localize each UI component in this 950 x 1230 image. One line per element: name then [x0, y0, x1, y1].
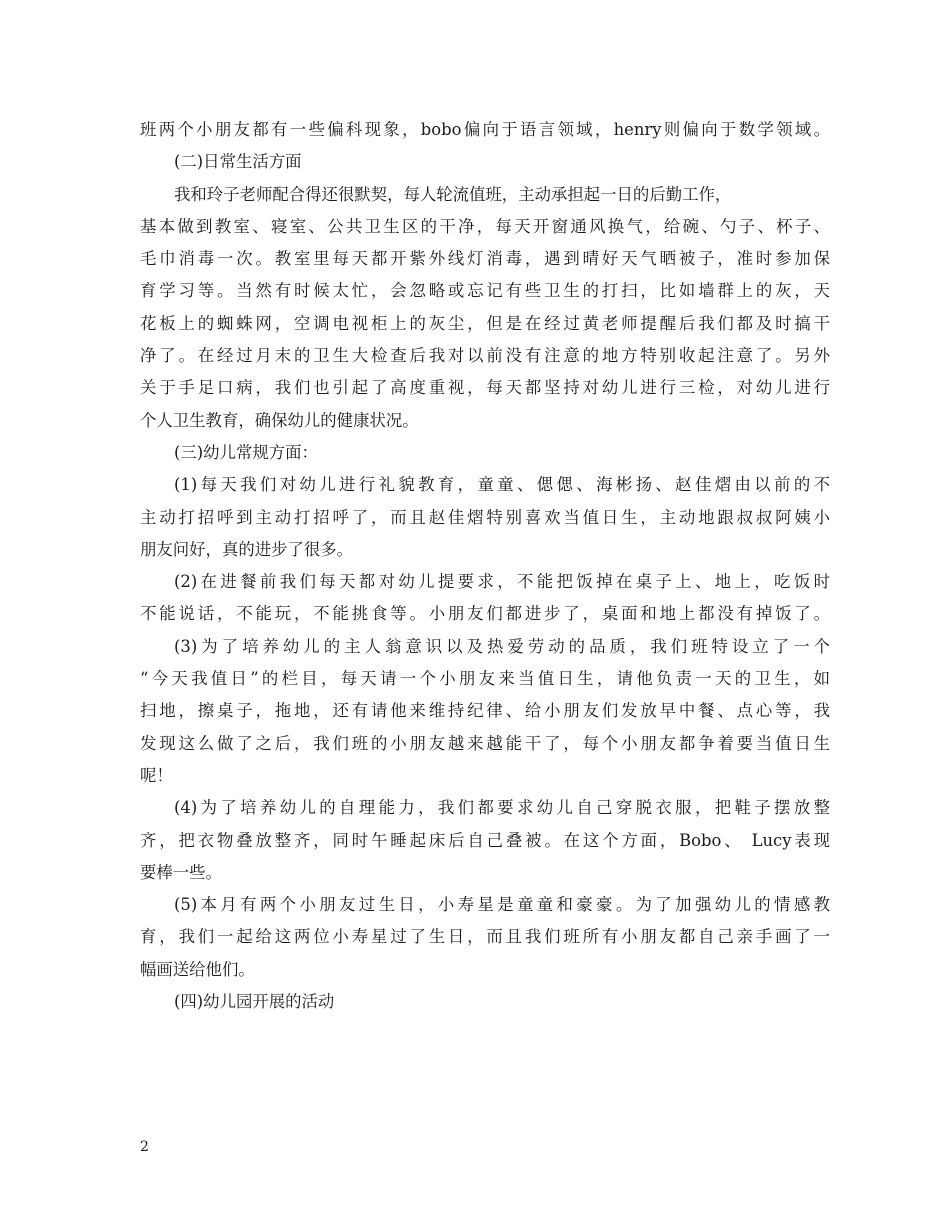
text-line: 班两个小朋友都有一些偏科现象，bobo偏向于语言领域，henry则偏向于数学领域。: [140, 120, 830, 139]
text-line: 发现这么做了之后，我们班的小朋友越来越能干了，每个小朋友都争着要当值日生: [140, 733, 830, 753]
text-line: 关于手足口病，我们也引起了高度重视，每天都坚持对幼儿进行三检，对幼儿进行: [140, 378, 830, 398]
text-line: 育，我们一起给这两位小寿星过了生日，而且我们班所有小朋友都自己亲手画了一: [140, 927, 830, 947]
section-heading: (二)日常生活方面: [174, 152, 302, 172]
text-line: (2)在进餐前我们每天都对幼儿提要求，不能把饭掉在桌子上、地上，吃饭时: [174, 572, 830, 592]
text-line: (4)为了培养幼儿的自理能力，我们都要求幼儿自己穿脱衣服，把鞋子摆放整: [174, 798, 830, 818]
text-line: “今天我值日”的栏目，每天请一个小朋友来当值日生，请他负责一天的卫生，如: [140, 669, 830, 689]
text-line: 主动打招呼到主动打招呼了，而且赵佳熠特别喜欢当值日生，主动地跟叔叔阿姨小: [140, 507, 830, 527]
text-line: 基本做到教室、寝室、公共卫生区的干净，每天开窗通风换气，给碗、勺子、杯子、: [140, 216, 830, 236]
text-line: 扫地，擦桌子，拖地，还有请他来维持纪律、给小朋友们发放早中餐、点心等，我: [140, 701, 830, 721]
text-line: 净了。在经过月末的卫生大检查后我对以前没有注意的地方特别收起注意了。另外: [140, 346, 830, 366]
text-line: 要棒一些。: [140, 862, 222, 882]
section-heading: (四)幼儿园开展的活动: [174, 992, 335, 1012]
document-body: [140, 114, 830, 1018]
text-line: 幅画送给他们。: [140, 959, 255, 979]
text-line: 朋友问好，真的进步了很多。: [140, 539, 354, 559]
text-line: (3)为了培养幼儿的主人翁意识以及热爱劳动的品质，我们班特设立了一个: [174, 636, 830, 656]
text-line: (5)本月有两个小朋友过生日，小寿星是童童和豪豪。为了加强幼儿的情感教: [174, 895, 830, 915]
text-line: (1)每天我们对幼儿进行礼貌教育，童童、偲偲、海彬扬、赵佳熠由以前的不: [174, 475, 830, 495]
text-line: 育学习等。当然有时候太忙，会忽略或忘记有些卫生的打扫，比如墙群上的灰，天: [140, 281, 830, 301]
text-line: 齐，把衣物叠放整齐，同时午睡起床后自己叠被。在这个方面，Bobo、 Lucy表现: [140, 830, 830, 850]
text-line: 不能说话，不能玩，不能挑食等。小朋友们都进步了，桌面和地上都没有掉饭了。: [140, 604, 830, 624]
text-line: 个人卫生教育，确保幼儿的健康状况。: [140, 410, 419, 430]
text-line: 呢！: [140, 765, 173, 785]
text-line: 花板上的蜘蛛网，空调电视柜上的灰尘，但是在经过黄老师提醒后我们都及时搞干: [140, 313, 830, 333]
page-number: 2: [140, 1139, 149, 1155]
text-line: 毛巾消毒一次。教室里每天都开紫外线灯消毒，遇到晴好天气晒被子，准时参加保: [140, 249, 830, 269]
section-heading: (三)幼儿常规方面：: [174, 442, 318, 462]
text-line: 我和玲子老师配合得还很默契，每人轮流值班，主动承担起一日的后勤工作，: [174, 184, 732, 204]
